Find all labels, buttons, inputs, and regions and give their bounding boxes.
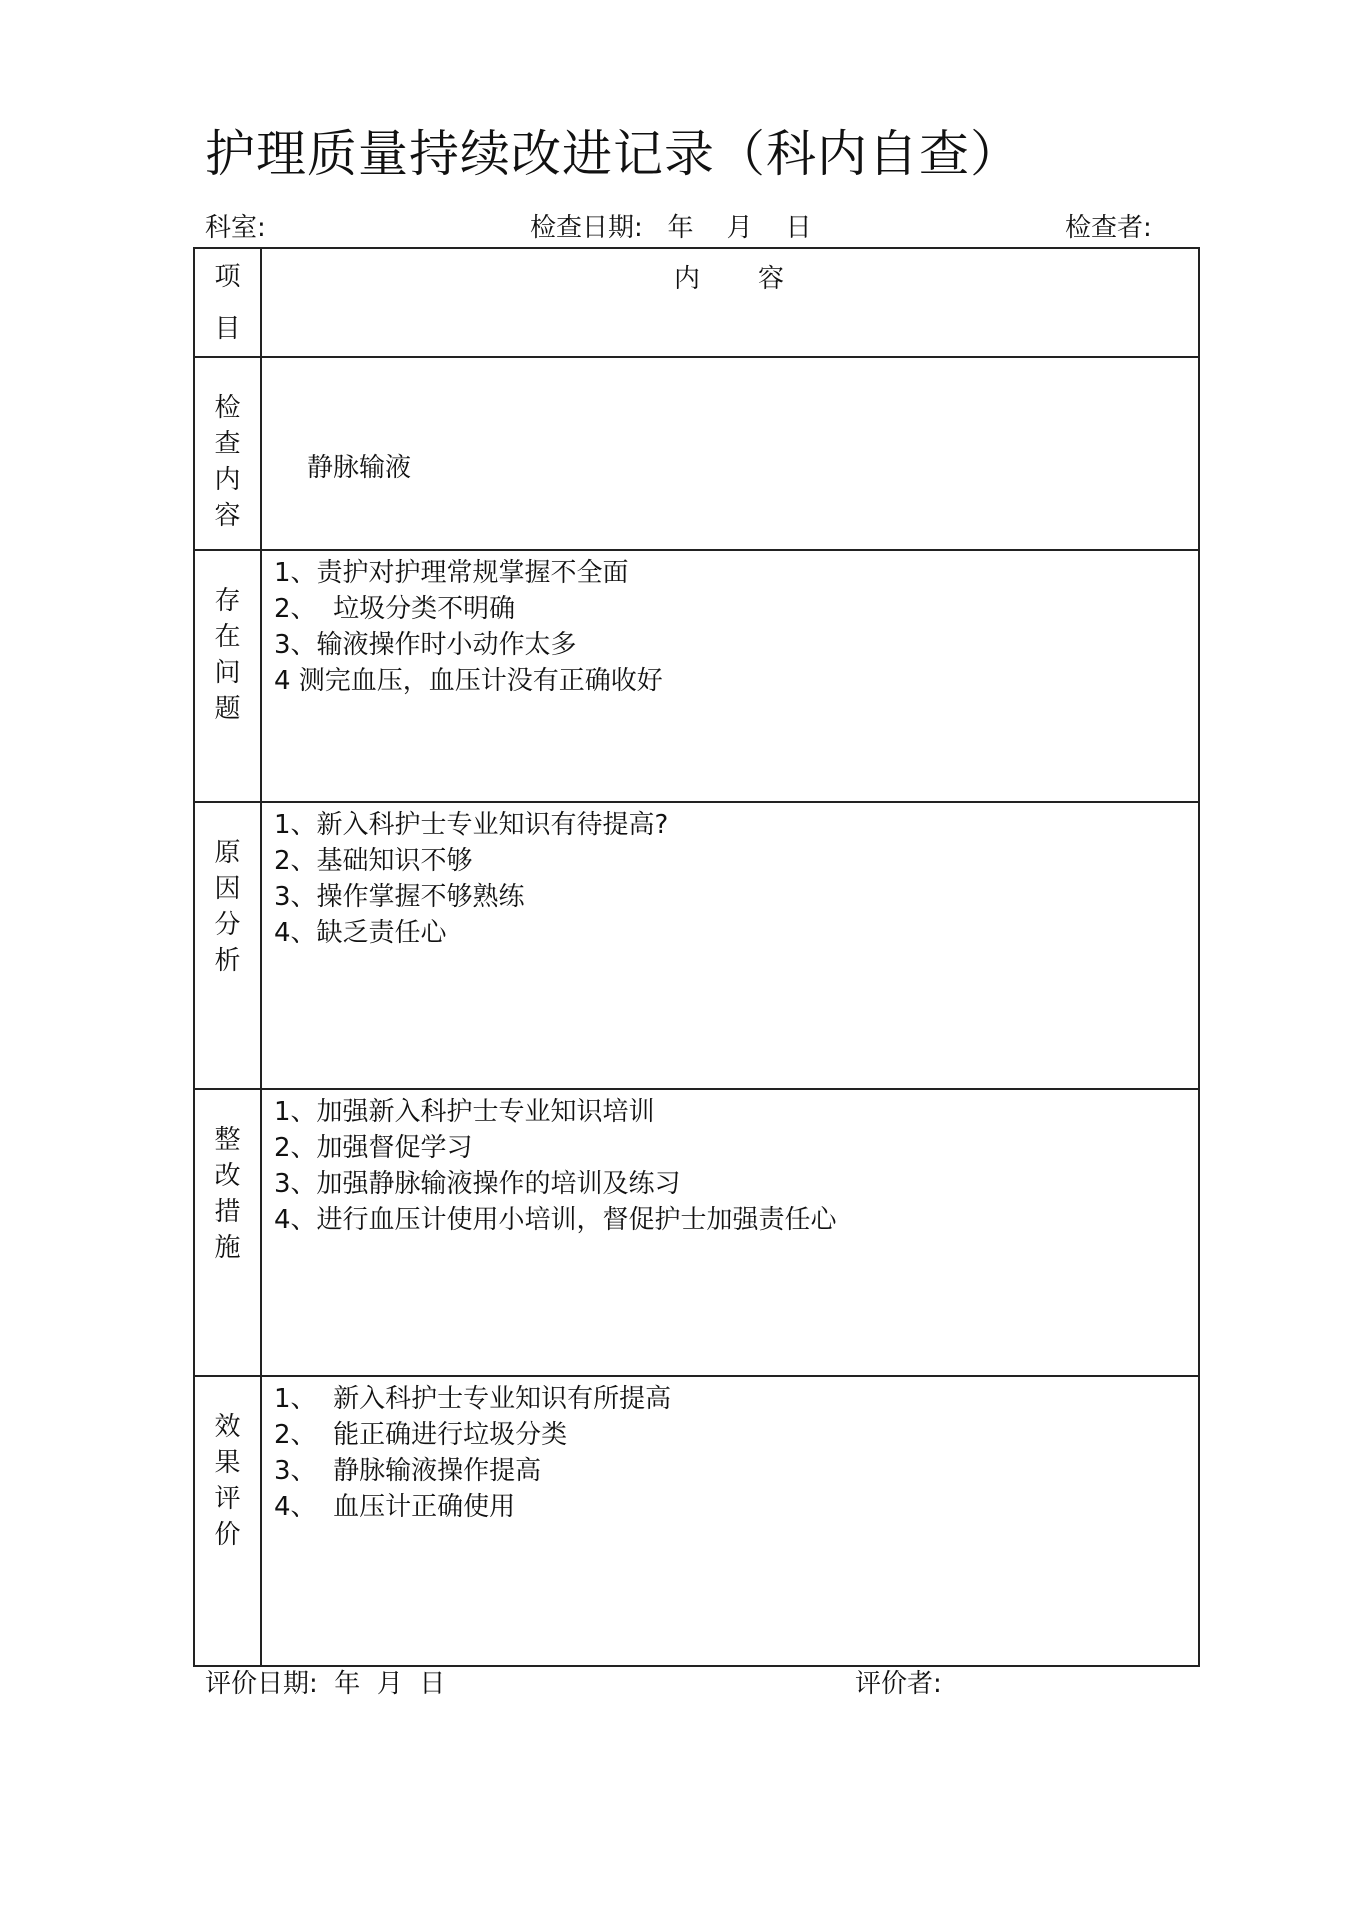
table-row [195,803,1198,1090]
section-label-char: 改 [214,1161,241,1191]
inspection-date-field: 检查日期: 年 月 日 [530,213,812,243]
section-content-cell [262,803,1198,1088]
section-label-cell [195,358,262,549]
footer-row [205,1664,1165,1704]
section-label-char: 原 [214,838,241,868]
section-label-char: 效 [214,1412,241,1442]
evaluation-date-field: 评价日期: 年 月 日 [205,1669,446,1699]
content-line: 3、加强静脉输液操作的培训及练习 [274,1169,681,1199]
content-line: 2、 能正确进行垃圾分类 [274,1420,568,1450]
section-label-cell [195,1377,262,1665]
section-label-char: 措 [214,1197,241,1227]
table-row [195,1090,1198,1377]
section-label-char: 查 [214,429,241,459]
content-line: 1、 新入科护士专业知识有所提高 [274,1384,672,1414]
record-table [193,247,1200,1667]
content-line: 2、基础知识不够 [274,846,473,876]
content-line: 4 测完血压，血压计没有正确收好 [274,666,663,696]
department-field: 科室: [205,213,266,243]
content-line: 3、操作掌握不够熟练 [274,882,525,912]
content-line: 4、进行血压计使用小培训，督促护士加强责任心 [274,1205,837,1235]
content-line: 2、加强督促学习 [274,1133,473,1163]
content-line: 4、 血压计正确使用 [274,1492,516,1522]
table-row [195,551,1198,803]
content-line: 1、新入科护士专业知识有待提高? [274,810,669,840]
section-content-cell [262,358,1198,549]
section-label-cell [195,1090,262,1375]
table-header-row [195,249,1198,358]
content-header-label: 内 容 [673,264,786,294]
section-label-char: 评 [214,1484,241,1514]
section-content-cell [262,1377,1198,1665]
section-label-cell [195,551,262,801]
section-label-char: 容 [214,501,241,531]
content-line: 3、输液操作时小动作太多 [274,630,577,660]
content-line: 4、缺乏责任心 [274,918,447,948]
section-label-char: 问 [214,658,241,688]
evaluator-field: 评价者: [855,1669,942,1699]
section-label-char: 题 [214,694,241,724]
section-label-char: 分 [214,910,241,940]
section-label-cell [195,803,262,1088]
section-label-char: 施 [214,1233,241,1263]
section-label-char: 检 [214,393,241,423]
section-label-char: 价 [214,1520,241,1550]
content-line: 3、 静脉输液操作提高 [274,1456,542,1486]
section-label-char: 存 [214,586,241,616]
table-row [195,1377,1198,1665]
section-content-cell [262,1090,1198,1375]
section-label-char: 在 [214,622,241,652]
item-header-char: 项 [214,262,241,292]
document-title: 护理质量持续改进记录（科内自查） [205,125,1021,183]
section-label-char: 整 [214,1125,241,1155]
content-line: 静脉输液 [274,453,412,483]
inspector-field: 检查者: [1065,213,1152,243]
section-content-cell [262,551,1198,801]
meta-row [205,208,1165,248]
table-row [195,358,1198,551]
item-header-cell [195,249,262,356]
section-label-char: 果 [214,1448,241,1478]
content-line: 2、 垃圾分类不明确 [274,594,516,624]
content-line: 1、加强新入科护士专业知识培训 [274,1097,655,1127]
section-label-char: 因 [214,874,241,904]
content-line: 1、责护对护理常规掌握不全面 [274,558,629,588]
content-header-cell [262,249,1198,356]
section-label-char: 析 [214,946,241,976]
item-header-char: 目 [214,314,241,344]
section-label-char: 内 [214,465,241,495]
